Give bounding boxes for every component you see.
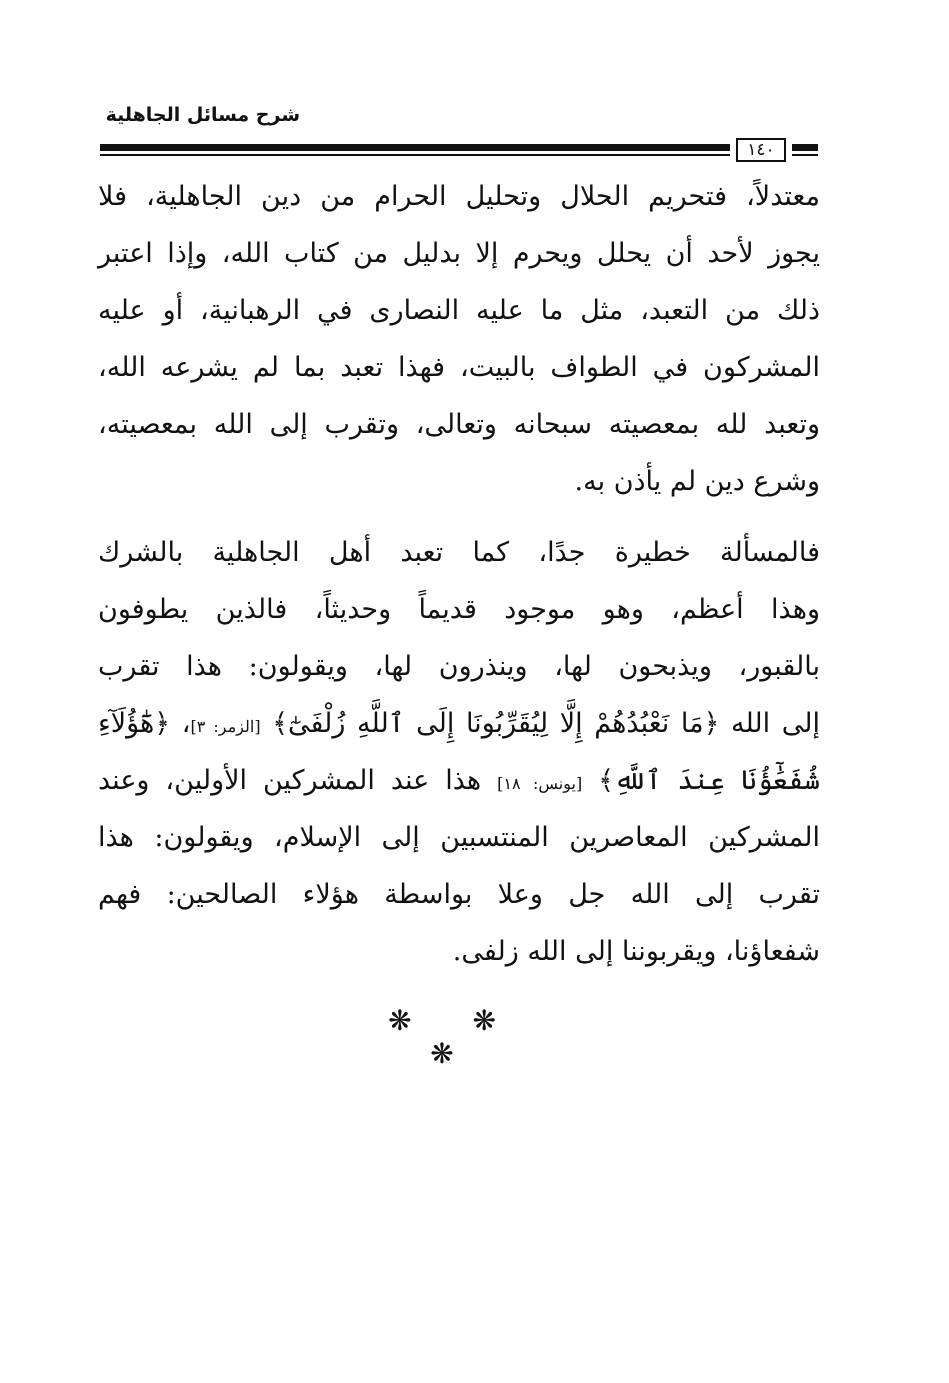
header-rule-thin	[100, 154, 730, 156]
quran-verse-end: شُفَعَٰٓؤُنَا عِندَ ٱللَّهِ﴾	[598, 765, 820, 796]
text-line: المشركين المعاصرين المنتسبين إلى الإسلام، ويقولون: هذا	[98, 822, 820, 853]
paragraph-1	[98, 168, 820, 510]
text-line: بالقبور، ويذبحون لها، وينذرون لها، ويقولون: هذا تقرب	[98, 651, 820, 682]
text-line: المشركون في الطواف بالبيت، فهذا تعبد بما لم يشرعه الله،	[98, 352, 820, 383]
body-text	[98, 168, 820, 980]
verse-reference: [يونس: ١٨]	[497, 774, 583, 793]
running-title: شرح مسائل الجاهلية	[105, 104, 300, 126]
header-dash	[792, 144, 818, 151]
text-line: وتعبد لله بمعصيته سبحانه وتعالى، وتقرب إلى الله بمعصيته،	[98, 409, 820, 440]
paragraph-2	[98, 524, 820, 980]
paragraph-gap	[98, 510, 820, 524]
header-rule	[100, 144, 730, 151]
text-segment: هذا عند المشركين الأولين، وعند	[98, 765, 482, 796]
text-line: يجوز لأحد أن يحلل ويحرم إلا بدليل من كتاب الله، وإذا اعتبر	[98, 238, 820, 269]
text-line: وشرع دين لم يأذن به.	[574, 466, 820, 497]
text-line: ذلك من التعبد، مثل ما عليه النصارى في الرهبانية، أو عليه	[98, 295, 820, 326]
verse-reference: [الزمر: ٣]	[190, 717, 261, 736]
text-line: وهذا أعظم، وهو موجود قديماً وحديثاً، فالذين يطوفون	[98, 594, 820, 625]
quran-verse-start: ، ﴿هَٰٓؤُلَآءِ	[98, 708, 191, 739]
text-line: شفعاؤنا، ويقربوننا إلى الله زلفى.	[452, 936, 820, 967]
text-line: معتدلاً، فتحريم الحلال وتحليل الحرام من دين الجاهلية، فلا	[98, 181, 820, 212]
text-line: تقرب إلى الله جل وعلا بواسطة هؤلاء الصالحين: فهم	[98, 879, 820, 910]
quran-line	[98, 695, 820, 752]
text-segment: إلى الله	[731, 708, 820, 739]
header-dash-thin	[792, 154, 818, 156]
quran-verse: ﴿مَا نَعْبُدُهُمْ إِلَّا لِيُقَرِّبُونَا إِلَى ٱللَّهِ زُلْفَىٰٓ﴾	[272, 708, 720, 739]
page-number: ١٤٠	[736, 138, 786, 162]
text-line: فالمسألة خطيرة جدًا، كما تعبد أهل الجاهلية بالشرك	[98, 537, 820, 568]
section-separator: ❋ ❋ ❋	[388, 1004, 522, 1070]
quran-line	[98, 752, 820, 809]
